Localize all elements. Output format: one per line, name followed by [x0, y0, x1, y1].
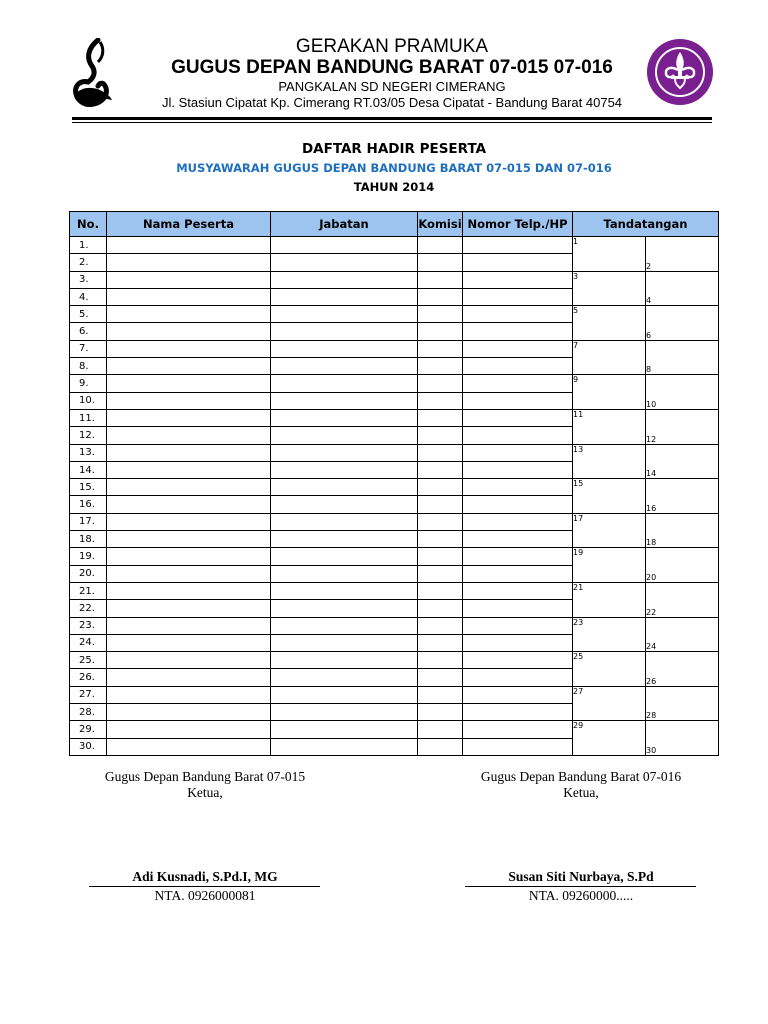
jabatan-cell [271, 288, 418, 305]
table-row [70, 306, 719, 323]
signature-cell-even: 12 [646, 409, 719, 444]
row-number: 6. [70, 323, 107, 340]
table-row [70, 444, 719, 461]
telp-cell [463, 288, 573, 305]
nama-cell [107, 600, 271, 617]
jabatan-cell [271, 652, 418, 669]
row-number: 17. [70, 513, 107, 530]
komisi-cell [418, 600, 463, 617]
telp-cell [463, 375, 573, 392]
signature-left-name: Adi Kusnadi, S.Pd.I, MG [132, 869, 278, 884]
jabatan-cell [271, 444, 418, 461]
komisi-cell [418, 306, 463, 323]
komisi-cell [418, 254, 463, 271]
event-title: MUSYAWARAH GUGUS DEPAN BANDUNG BARAT 07-015 DAN 07-016 [176, 161, 612, 175]
nama-cell [107, 634, 271, 651]
jabatan-cell [271, 340, 418, 357]
row-number: 28. [70, 704, 107, 721]
row-number: 18. [70, 531, 107, 548]
table-body [70, 237, 719, 756]
signature-left-line [89, 886, 320, 887]
signature-cell-even: 10 [646, 375, 719, 410]
table-row [70, 617, 719, 634]
row-number: 7. [70, 340, 107, 357]
jabatan-cell [271, 237, 418, 254]
telp-cell [463, 271, 573, 288]
telp-cell [463, 254, 573, 271]
jabatan-cell [271, 686, 418, 703]
row-number: 16. [70, 496, 107, 513]
komisi-cell [418, 704, 463, 721]
row-number: 25. [70, 652, 107, 669]
telp-cell [463, 237, 573, 254]
signature-cell-odd: 19 [573, 548, 646, 583]
telp-cell [463, 513, 573, 530]
telp-cell [463, 669, 573, 686]
komisi-cell [418, 323, 463, 340]
komisi-cell [418, 565, 463, 582]
jabatan-cell [271, 392, 418, 409]
telp-cell [463, 444, 573, 461]
table-row [70, 479, 719, 496]
table-row [70, 721, 719, 738]
table-row [70, 340, 719, 357]
signature-right-role: Ketua, [563, 785, 599, 800]
signature-cell-odd: 1 [573, 237, 646, 272]
komisi-cell [418, 652, 463, 669]
nama-cell [107, 548, 271, 565]
jabatan-cell [271, 358, 418, 375]
jabatan-cell [271, 271, 418, 288]
pangkalan-name: PANGKALAN SD NEGERI CIMERANG [278, 79, 506, 94]
signature-cell-odd: 5 [573, 306, 646, 341]
table-row [70, 548, 719, 565]
jabatan-cell [271, 375, 418, 392]
signature-cell-even: 6 [646, 306, 719, 341]
jabatan-cell [271, 617, 418, 634]
komisi-cell [418, 444, 463, 461]
telp-cell [463, 721, 573, 738]
telp-cell [463, 461, 573, 478]
signature-left [89, 769, 321, 801]
signature-right-name: Susan Siti Nurbaya, S.Pd [508, 869, 654, 884]
jabatan-cell [271, 704, 418, 721]
komisi-cell [418, 669, 463, 686]
row-number: 21. [70, 582, 107, 599]
signature-right-block [465, 869, 697, 885]
jabatan-cell [271, 531, 418, 548]
gudep-name: GUGUS DEPAN BANDUNG BARAT 07-015 07-016 [171, 57, 613, 78]
komisi-cell [418, 461, 463, 478]
komisi-cell [418, 288, 463, 305]
komisi-cell [418, 271, 463, 288]
row-number: 24. [70, 634, 107, 651]
komisi-cell [418, 409, 463, 426]
col-header-komisi: Komisi [418, 212, 463, 237]
row-number: 12. [70, 427, 107, 444]
col-header-jabatan: Jabatan [271, 212, 418, 237]
row-number: 10. [70, 392, 107, 409]
nama-cell [107, 686, 271, 703]
signature-cell-odd: 13 [573, 444, 646, 479]
nama-cell [107, 323, 271, 340]
nama-cell [107, 461, 271, 478]
jabatan-cell [271, 565, 418, 582]
jabatan-cell [271, 427, 418, 444]
table-row [70, 237, 719, 254]
row-number: 15. [70, 479, 107, 496]
row-number: 23. [70, 617, 107, 634]
address: Jl. Stasiun Cipatat Kp. Cimerang RT.03/05 Desa Cipatat - Bandung Barat 40754 [161, 95, 623, 110]
signature-cell-even: 30 [646, 721, 719, 756]
nama-cell [107, 444, 271, 461]
year-title: TAHUN 2014 [353, 180, 435, 194]
signature-cell-even: 16 [646, 479, 719, 514]
nama-cell [107, 617, 271, 634]
komisi-cell [418, 531, 463, 548]
row-number: 13. [70, 444, 107, 461]
row-number: 2. [70, 254, 107, 271]
nama-cell [107, 409, 271, 426]
signature-cell-odd: 29 [573, 721, 646, 756]
jabatan-cell [271, 513, 418, 530]
nama-cell [107, 358, 271, 375]
jabatan-cell [271, 548, 418, 565]
signature-cell-even: 28 [646, 686, 719, 721]
col-header-no: No. [70, 212, 107, 237]
nama-cell [107, 669, 271, 686]
komisi-cell [418, 479, 463, 496]
table-row [70, 652, 719, 669]
attendance-table [69, 211, 719, 756]
header-rule-thin [72, 122, 712, 123]
document-title: DAFTAR HADIR PESERTA [301, 141, 487, 157]
komisi-cell [418, 496, 463, 513]
header-rule-thick [72, 117, 712, 120]
signature-cell-even: 26 [646, 652, 719, 687]
signature-cell-odd: 23 [573, 617, 646, 652]
nama-cell [107, 704, 271, 721]
komisi-cell [418, 237, 463, 254]
col-header-nama: Nama Peserta [107, 212, 271, 237]
signature-cell-odd: 17 [573, 513, 646, 548]
telp-cell [463, 496, 573, 513]
telp-cell [463, 548, 573, 565]
signature-cell-odd: 3 [573, 271, 646, 306]
row-number: 8. [70, 358, 107, 375]
signature-left-role: Ketua, [187, 785, 223, 800]
telp-cell [463, 340, 573, 357]
row-number: 1. [70, 237, 107, 254]
table-row [70, 375, 719, 392]
signature-cell-even: 8 [646, 340, 719, 375]
komisi-cell [418, 392, 463, 409]
telp-cell [463, 565, 573, 582]
row-number: 3. [70, 271, 107, 288]
jabatan-cell [271, 634, 418, 651]
telp-cell [463, 323, 573, 340]
signature-cell-odd: 11 [573, 409, 646, 444]
signature-cell-even: 22 [646, 582, 719, 617]
row-number: 4. [70, 288, 107, 305]
nama-cell [107, 392, 271, 409]
telp-cell [463, 392, 573, 409]
telp-cell [463, 306, 573, 323]
row-number: 19. [70, 548, 107, 565]
row-number: 5. [70, 306, 107, 323]
jabatan-cell [271, 496, 418, 513]
telp-cell [463, 409, 573, 426]
komisi-cell [418, 358, 463, 375]
table-row [70, 271, 719, 288]
jabatan-cell [271, 323, 418, 340]
nama-cell [107, 721, 271, 738]
nama-cell [107, 738, 271, 755]
komisi-cell [418, 634, 463, 651]
signature-cell-even: 14 [646, 444, 719, 479]
signature-cell-odd: 27 [573, 686, 646, 721]
signature-cell-even: 20 [646, 548, 719, 583]
telp-cell [463, 582, 573, 599]
jabatan-cell [271, 721, 418, 738]
telp-cell [463, 738, 573, 755]
signature-left-unit: Gugus Depan Bandung Barat 07-015 [104, 769, 306, 784]
signature-cell-even: 2 [646, 237, 719, 272]
signature-right-unit: Gugus Depan Bandung Barat 07-016 [480, 769, 682, 784]
nama-cell [107, 652, 271, 669]
nama-cell [107, 582, 271, 599]
col-header-tandatangan: Tandatangan [573, 212, 719, 237]
jabatan-cell [271, 254, 418, 271]
table-row [70, 409, 719, 426]
komisi-cell [418, 617, 463, 634]
row-number: 30. [70, 738, 107, 755]
row-number: 14. [70, 461, 107, 478]
telp-cell [463, 531, 573, 548]
table-row [70, 582, 719, 599]
jabatan-cell [271, 669, 418, 686]
nama-cell [107, 375, 271, 392]
jabatan-cell [271, 461, 418, 478]
signature-left-nta: NTA. 0926000081 [154, 888, 256, 903]
telp-cell [463, 686, 573, 703]
signature-right [465, 769, 697, 801]
nama-cell [107, 565, 271, 582]
signature-cell-even: 24 [646, 617, 719, 652]
table-row [70, 513, 719, 530]
org-name: GERAKAN PRAMUKA [295, 36, 489, 57]
nama-cell [107, 496, 271, 513]
row-number: 26. [70, 669, 107, 686]
telp-cell [463, 479, 573, 496]
telp-cell [463, 427, 573, 444]
komisi-cell [418, 738, 463, 755]
nama-cell [107, 513, 271, 530]
nama-cell [107, 288, 271, 305]
nama-cell [107, 254, 271, 271]
signature-right-nta: NTA. 09260000..... [528, 888, 634, 903]
jabatan-cell [271, 409, 418, 426]
jabatan-cell [271, 582, 418, 599]
row-number: 11. [70, 409, 107, 426]
col-header-telp: Nomor Telp./HP [463, 212, 573, 237]
jabatan-cell [271, 306, 418, 323]
telp-cell [463, 358, 573, 375]
signature-cell-even: 18 [646, 513, 719, 548]
row-number: 22. [70, 600, 107, 617]
jabatan-cell [271, 479, 418, 496]
telp-cell [463, 704, 573, 721]
komisi-cell [418, 427, 463, 444]
komisi-cell [418, 721, 463, 738]
komisi-cell [418, 340, 463, 357]
nama-cell [107, 271, 271, 288]
row-number: 20. [70, 565, 107, 582]
signature-right-line [465, 886, 696, 887]
telp-cell [463, 600, 573, 617]
signature-cell-odd: 21 [573, 582, 646, 617]
nama-cell [107, 237, 271, 254]
nama-cell [107, 531, 271, 548]
nama-cell [107, 479, 271, 496]
nama-cell [107, 306, 271, 323]
row-number: 9. [70, 375, 107, 392]
row-number: 27. [70, 686, 107, 703]
signature-cell-odd: 15 [573, 479, 646, 514]
signature-cell-odd: 9 [573, 375, 646, 410]
komisi-cell [418, 548, 463, 565]
signature-left-block [89, 869, 321, 885]
komisi-cell [418, 582, 463, 599]
signature-cell-odd: 25 [573, 652, 646, 687]
nama-cell [107, 427, 271, 444]
jabatan-cell [271, 600, 418, 617]
signature-cell-even: 4 [646, 271, 719, 306]
komisi-cell [418, 513, 463, 530]
komisi-cell [418, 686, 463, 703]
telp-cell [463, 652, 573, 669]
row-number: 29. [70, 721, 107, 738]
telp-cell [463, 617, 573, 634]
jabatan-cell [271, 738, 418, 755]
nama-cell [107, 340, 271, 357]
komisi-cell [418, 375, 463, 392]
table-header-row [70, 212, 719, 237]
telp-cell [463, 634, 573, 651]
signature-cell-odd: 7 [573, 340, 646, 375]
table-row [70, 686, 719, 703]
